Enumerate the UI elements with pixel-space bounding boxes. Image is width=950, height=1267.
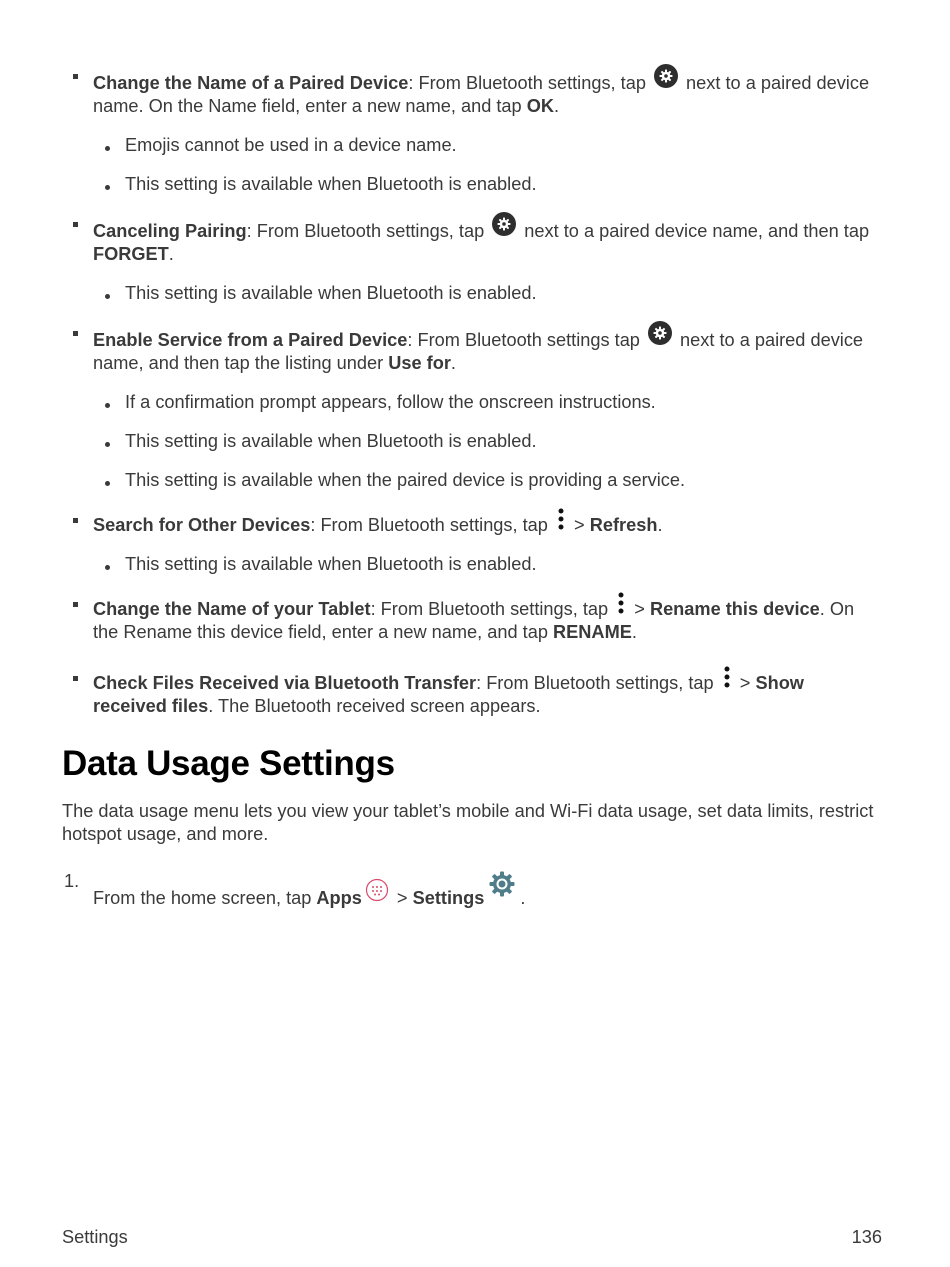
list-item: If a confirmation prompt appears, follow the onscreen instructions. <box>62 391 882 414</box>
item-title: Change the Name of your Tablet <box>93 599 371 619</box>
section-intro: The data usage menu lets you view your tablet’s mobile and Wi-Fi data usage, set data limits, restrict hotspot usage, and more. <box>62 801 874 844</box>
list-item: This setting is available when Bluetooth is enabled. <box>62 173 882 196</box>
list-item-enable-service: Enable Service from a Paired Device: From Bluetooth settings tap next to a paired device name, and then tap the listing under Use for. If a confirmation prompt appears, follow the onscreen instructions. This setting is available when Bluetooth is enabled. This setting is available when the paired device is providing a service. <box>62 321 882 492</box>
list-item-canceling-pairing: Canceling Pairing: From Bluetooth settings, tap next to a paired device name, and then tap FORGET. This setting is available when Bluetooth is enabled. <box>62 212 882 305</box>
list-item: This setting is available when Bluetooth is enabled. <box>62 553 882 576</box>
page-number: 136 <box>851 1227 882 1247</box>
list-item: Emojis cannot be used in a device name. <box>62 134 882 157</box>
list-item-search-devices: Search for Other Devices: From Bluetooth settings, tap > Refresh. This setting is available when Bluetooth is enabled. <box>62 508 882 576</box>
gear-icon <box>648 321 672 345</box>
list-item: This setting is available when Bluetooth is enabled. <box>62 430 882 453</box>
list-item: This setting is available when the paired device is providing a service. <box>62 469 882 492</box>
settings-icon <box>488 870 516 898</box>
sub-list <box>93 134 882 196</box>
step-item: 1. From the home screen, tap Apps > Settings . <box>64 871 526 908</box>
sub-list <box>93 391 882 492</box>
apps-icon <box>365 878 389 902</box>
section-heading: Data Usage Settings <box>62 744 395 783</box>
gear-icon <box>654 64 678 88</box>
more-options-icon <box>723 666 731 688</box>
list-item: This setting is available when Bluetooth is enabled. <box>62 282 882 305</box>
step-number: 1. <box>64 871 80 891</box>
item-title: Change the Name of a Paired Device <box>93 73 409 93</box>
item-title: Enable Service from a Paired Device <box>93 330 408 350</box>
item-title: Search for Other Devices <box>93 515 311 535</box>
list-item-rename-tablet: Change the Name of your Tablet: From Bluetooth settings, tap > Rename this device. On the Rename this device field, enter a new name, and tap RENAME. <box>62 592 882 644</box>
list-item-rename-paired-device: Change the Name of a Paired Device: From Bluetooth settings, tap next to a paired device name. On the Name field, enter a new name, and tap OK. Emojis cannot be used in a device name. This setting is available when Bluetooth is enabled. <box>62 64 882 196</box>
gear-icon <box>492 212 516 236</box>
list-item-received-files: Check Files Received via Bluetooth Transfer: From Bluetooth settings, tap > Show received files. The Bluetooth received screen appears. <box>62 666 882 718</box>
sub-list <box>93 553 882 576</box>
item-title: Check Files Received via Bluetooth Transfer <box>93 673 477 693</box>
item-title: Canceling Pairing <box>93 221 247 241</box>
page-content <box>62 64 882 910</box>
sub-list <box>93 282 882 305</box>
footer-section-label: Settings <box>62 1227 128 1247</box>
more-options-icon <box>617 592 625 614</box>
more-options-icon <box>557 508 565 530</box>
